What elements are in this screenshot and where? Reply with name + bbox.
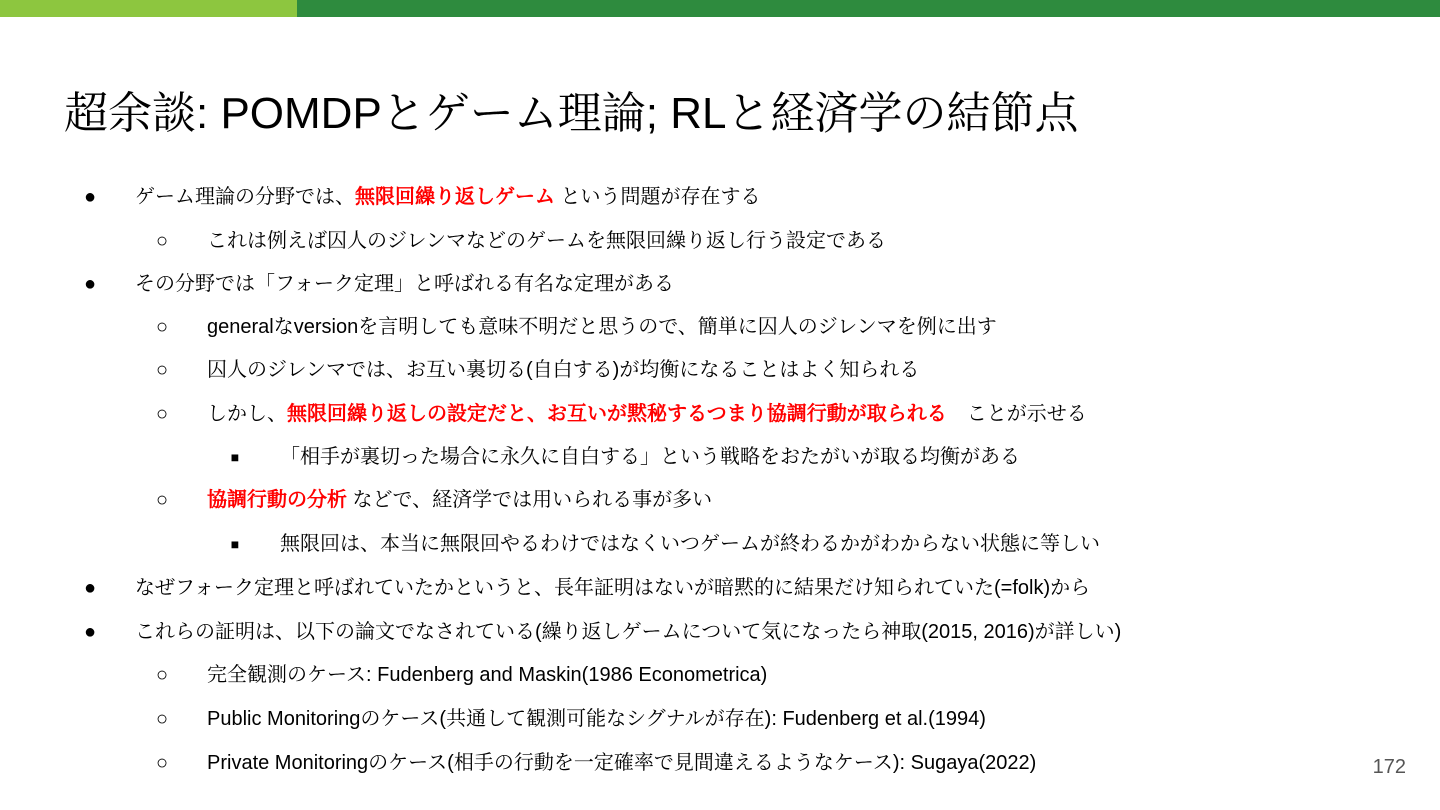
bullet-text-part: などで、経済学では用いられる事が多い [347, 489, 713, 511]
bullet-text [207, 399, 1087, 429]
bullet-text: なぜフォーク定理と呼ばれていたかというと、長年証明はないが暗黙的に結果だけ知られていた(=folk)から [135, 577, 1091, 599]
bullet-text: 無限回は、本当に無限回やるわけではなくいつゲームが終わるかがわからない状態に等しい [280, 533, 1100, 555]
bullet-marker: ○ [155, 752, 169, 774]
bullet-marker: ● [83, 621, 97, 643]
bullet-marker: ○ [155, 230, 169, 252]
bullet-text-part: という問題が存在する [555, 186, 761, 208]
bullet-marker: ○ [155, 316, 169, 338]
bullet-text [135, 182, 761, 212]
highlighted-text: 無限回繰り返しの設定だと、お互いが黙秘するつまり協調行動が取られる [287, 403, 947, 425]
bullet-marker: ○ [155, 708, 169, 730]
bullet-text-part: ゲーム理論の分野では、 [135, 186, 355, 208]
page-number: 172 [1372, 756, 1406, 778]
bullet-marker: ■ [230, 536, 240, 552]
bullet-text: Public Monitoringのケース(共通して観測可能なシグナルが存在): Fudenberg et al.(1994) [207, 708, 986, 730]
bullet-marker: ● [83, 186, 97, 208]
bullet-marker: ● [83, 577, 97, 599]
bullet-marker: ■ [230, 449, 240, 465]
bullet-marker: ○ [155, 664, 169, 686]
bullet-text-part: ことが示せる [946, 403, 1087, 425]
slide-title: 超余談: POMDPとゲーム理論; RLと経済学の結節点 [64, 89, 1079, 138]
bullet-marker: ● [83, 273, 97, 295]
bullet-text: 「相手が裏切った場合に永久に自白する」という戦略をおたがいが取る均衡がある [280, 446, 1020, 468]
bullet-text: その分野では「フォーク定理」と呼ばれる有名な定理がある [135, 273, 674, 295]
bullet-text: 完全観測のケース: Fudenberg and Maskin(1986 Econometrica) [207, 664, 768, 686]
bullet-marker: ○ [155, 489, 169, 511]
bullet-text: これらの証明は、以下の論文でなされている(繰り返しゲームについて気になったら神取(2015, 2016)が詳しい) [135, 621, 1122, 643]
highlighted-text: 無限回繰り返しゲーム [355, 186, 555, 208]
bullet-text: Private Monitoringのケース(相手の行動を一定確率で見間違えるようなケース): Sugaya(2022) [207, 752, 1037, 774]
bullet-text: generalなversionを言明しても意味不明だと思うので、簡単に囚人のジレンマを例に出す [207, 316, 997, 338]
highlighted-text: 協調行動の分析 [207, 489, 347, 511]
bullet-text [207, 485, 712, 515]
bullet-marker: ○ [155, 359, 169, 381]
bullet-text-part: しかし、 [207, 403, 287, 425]
bullet-text: 囚人のジレンマでは、お互い裏切る(自白する)が均衡になることはよく知られる [207, 359, 920, 381]
bullet-marker: ○ [155, 403, 169, 425]
bullet-text: これは例えば囚人のジレンマなどのゲームを無限回繰り返し行う設定である [207, 230, 886, 252]
